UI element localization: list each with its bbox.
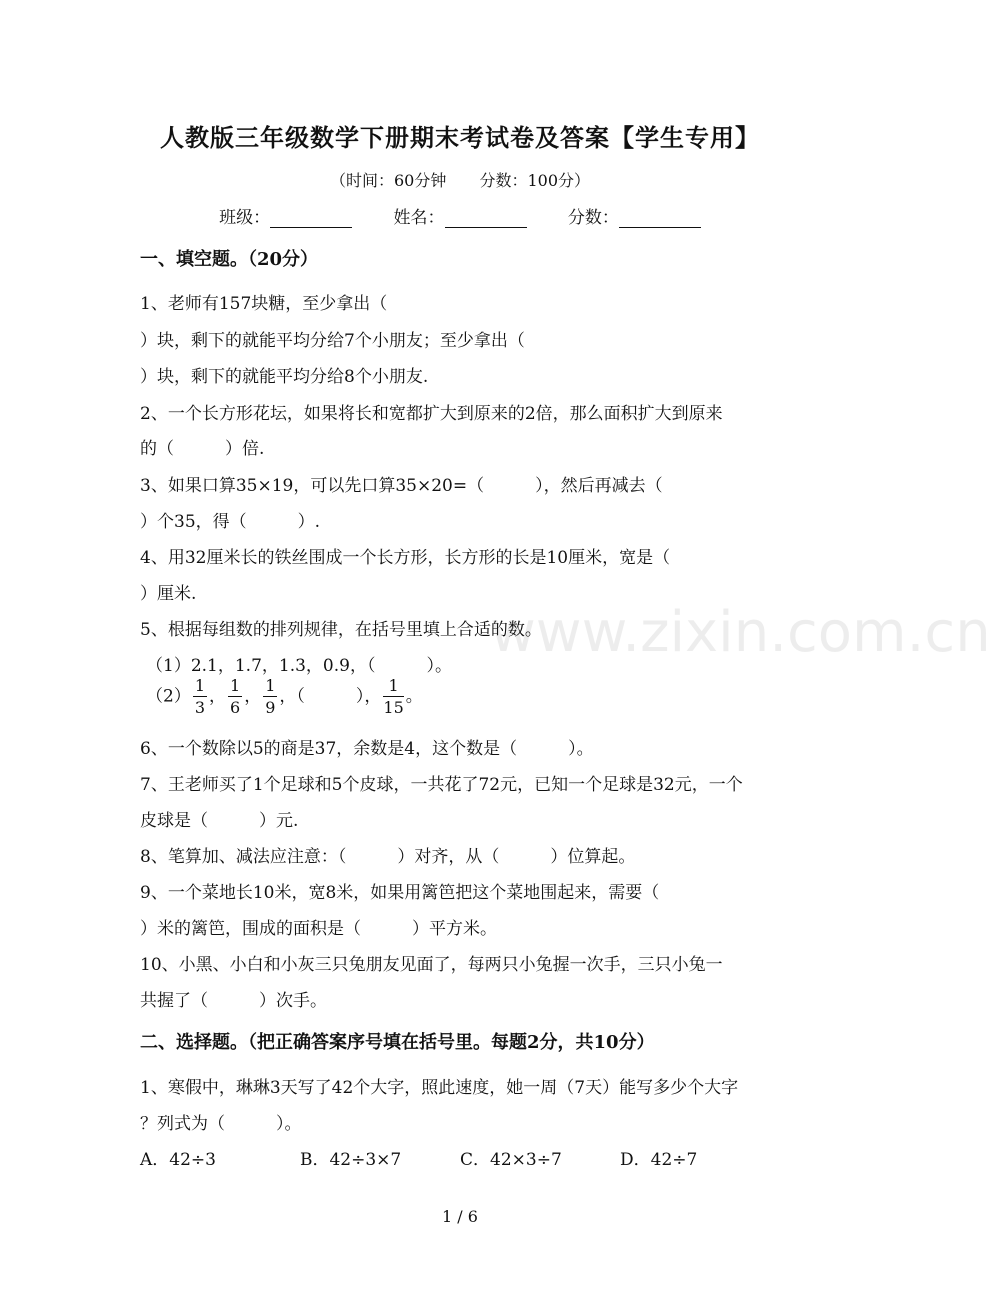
class-field [219, 203, 352, 228]
total-score: 分数：100分） [479, 171, 590, 190]
question-line: 6、一个数除以5的商是37，余数是4，这个数是（ ）。 [140, 739, 594, 759]
question-line: 共握了（ ）次手。 [140, 991, 327, 1011]
separator: ， [209, 686, 227, 707]
question-line: 10、小黑、小白和小灰三只兔朋友见面了，每两只小兔握一次手，三只小兔一 [140, 955, 723, 975]
question-line: 皮球是（ ）元. [140, 811, 299, 831]
fraction [263, 678, 277, 716]
choice-option-c[interactable]: C．42×3÷7 [460, 1150, 562, 1170]
choice-option-b[interactable]: B．42÷3×7 [300, 1150, 402, 1170]
fraction-numerator: 1 [194, 676, 206, 695]
question-line: 9、一个菜地长10米，宽8米，如果用篱笆把这个菜地围起来，需要（ [140, 883, 660, 903]
separator: ， [279, 686, 297, 707]
question-line: ）块，剩下的就能平均分给8个小朋友. [140, 367, 429, 387]
class-blank[interactable] [270, 209, 352, 228]
fraction-numerator: 1 [265, 676, 276, 695]
fraction [383, 678, 403, 716]
page-number: 1 / 6 [442, 1207, 478, 1226]
name-blank[interactable] [445, 209, 527, 228]
page-title: 人教版三年级数学下册期末考试卷及答案【学生专用】 [160, 123, 760, 152]
class-label: 班级： [219, 208, 271, 228]
fraction-numerator: 1 [230, 676, 241, 695]
answer-blank[interactable]: （ ） [296, 686, 365, 707]
section1-heading: 一、填空题。（20分） [140, 249, 319, 270]
question-line: 的（ ）倍. [140, 439, 265, 459]
section2-heading: 二、选择题。（把正确答案序号填在括号里。每题2分，共10分） [140, 1032, 655, 1053]
question-line: 2、一个长方形花坛，如果将长和宽都扩大到原来的2倍，那么面积扩大到原来 [140, 404, 723, 424]
question-line: ）块，剩下的就能平均分给7个小朋友；至少拿出（ [140, 331, 525, 351]
exam-subtitle [0, 168, 920, 191]
sub-question-label: （2） [146, 686, 191, 707]
fraction [193, 678, 207, 716]
separator: ， [244, 686, 262, 707]
separator: ， [364, 686, 382, 707]
choice-option-d[interactable]: D．42÷7 [620, 1150, 698, 1170]
question-line: （1）2.1，1.7，1.3，0.9，（ ）。 [146, 656, 452, 676]
terminator: 。 [405, 686, 423, 707]
fraction-denominator: 9 [265, 698, 276, 717]
score-label: 分数： [567, 208, 619, 228]
fraction [228, 678, 242, 716]
name-field [394, 203, 527, 228]
time-limit: （时间：60分钟 [329, 171, 447, 190]
choice-option-a[interactable]: A．42÷3 [140, 1150, 216, 1170]
fraction-denominator: 15 [383, 698, 404, 717]
fraction-denominator: 6 [230, 698, 241, 717]
student-info-row [0, 203, 920, 228]
question-line: 1、老师有157块糖，至少拿出（ [140, 294, 388, 314]
question-line: ）米的篱笆，围成的面积是（ ）平方米。 [140, 919, 497, 939]
question-line: 7、王老师买了1个足球和5个皮球，一共花了72元，已知一个足球是32元，一个 [140, 775, 743, 795]
watermark: www.zixin.com.cn [490, 600, 991, 665]
question-line: 3、如果口算35×19，可以先口算35×20=（ ），然后再减去（ [140, 476, 663, 496]
fraction-numerator: 1 [383, 678, 403, 697]
question-line: 1、寒假中，琳琳3天写了42个大字，照此速度，她一周（7天）能写多少个大字 [140, 1078, 739, 1098]
question-line: ）厘米. [140, 584, 197, 604]
question-line: 4、用32厘米长的铁丝围成一个长方形，长方形的长是10厘米，宽是（ [140, 548, 671, 568]
score-blank[interactable] [619, 209, 701, 228]
question-line: ）个35，得（ ）. [140, 512, 321, 532]
question-line: 5、根据每组数的排列规律，在括号里填上合适的数。 [140, 620, 542, 640]
question-line: ？列式为（ ）。 [140, 1114, 302, 1134]
name-label: 姓名： [393, 208, 445, 228]
fraction-sequence-line [146, 678, 423, 716]
question-line: 8、笔算加、减法应注意：（ ）对齐，从（ ）位算起。 [140, 847, 636, 867]
fraction-denominator: 3 [194, 698, 206, 717]
score-field [568, 203, 701, 228]
